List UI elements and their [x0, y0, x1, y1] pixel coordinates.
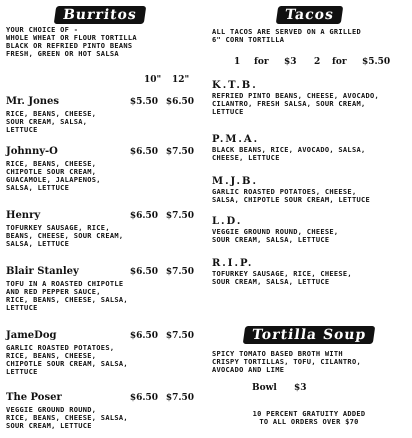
- desc-line: AND RED PEPPER SAUCE,: [6, 288, 101, 296]
- item-description: [6, 344, 156, 376]
- desc-line: RICE, BEANS, CHEESE, SALSA,: [6, 414, 128, 422]
- item-name: JameDog: [6, 330, 57, 341]
- tacos-intro-line: ALL TACOS ARE SERVED ON A GRILLED: [212, 28, 361, 36]
- bowl-label: Bowl: [252, 383, 277, 393]
- item-price-10: $6.50: [129, 393, 158, 403]
- taco-name: M.J.B.: [212, 176, 258, 187]
- desc-line: LETTUCE: [6, 304, 38, 312]
- tacos-title: Tacos: [275, 6, 342, 24]
- item-price-10: $6.50: [129, 211, 158, 221]
- desc-line: LETTUCE: [212, 108, 244, 116]
- taco-description: [212, 92, 404, 116]
- taco-item-mjb: [210, 176, 408, 208]
- desc-line: SALSA, LETTUCE: [6, 184, 70, 192]
- gratuity-line: 10 PERCENT GRATUITY ADDED: [252, 410, 366, 418]
- item-price-12: $6.50: [165, 97, 194, 107]
- desc-line: GARLIC ROASTED POTATOES,: [6, 344, 115, 352]
- taco-name: K.T.B.: [212, 80, 258, 91]
- desc-line: BEANS, CHEESE, SOUR CREAM,: [6, 232, 124, 240]
- item-name: The Poser: [6, 392, 62, 403]
- desc-line: SOUR CREAM, LETTUCE: [6, 422, 92, 430]
- desc-line: TOFURKEY SAUSAGE, RICE, CHEESE,: [212, 270, 352, 278]
- item-price-10: $6.50: [129, 267, 158, 277]
- soup-description: [212, 350, 410, 374]
- item-description: [6, 280, 156, 312]
- desc-line: CHIPOTLE SOUR CREAM, SALSA,: [6, 360, 128, 368]
- desc-line: SOUR CREAM, SALSA, LETTUCE: [212, 236, 330, 244]
- soup-title: Tortilla Soup: [243, 326, 376, 344]
- desc-line: RICE, BEANS, CHEESE,: [6, 160, 97, 168]
- item-price-12: $7.50: [165, 267, 194, 277]
- desc-line: TOFURKEY SAUSAGE, RICE,: [6, 224, 110, 232]
- desc-line: CILANTRO, FRESH SALSA, SOUR CREAM,: [212, 100, 366, 108]
- menu-item-johnny-o: [4, 146, 196, 200]
- size-header-10: 10": [144, 75, 162, 85]
- item-name: Blair Stanley: [6, 266, 79, 277]
- item-description: [6, 224, 156, 248]
- desc-line: REFRIED PINTO BEANS, CHEESE, AVOCADO,: [212, 92, 380, 100]
- burritos-intro-line: BLACK OR REFRIED PINTO BEANS: [6, 42, 133, 50]
- taco-description: [212, 146, 404, 162]
- soup-desc-line: CRISPY TORTILLAS, TOFU, CILANTRO,: [212, 358, 361, 366]
- item-description: [6, 110, 156, 134]
- tacos-pricing: [210, 56, 408, 70]
- bowl-price: $3: [294, 383, 307, 393]
- burritos-title: Burritos: [54, 6, 146, 24]
- soup-desc-line: SPICY TOMATO BASED BROTH WITH: [212, 350, 343, 358]
- taco-item-ktb: [210, 80, 408, 120]
- tacos-intro-line: 6" CORN TORTILLA: [212, 36, 285, 44]
- tacos-intro: [212, 28, 410, 44]
- desc-line: GUACAMOLE, JALAPENOS,: [6, 176, 101, 184]
- item-description: [6, 406, 156, 430]
- taco-item-ld: [210, 216, 408, 248]
- burritos-intro-line: FRESH, GREEN OR HOT SALSA: [6, 50, 119, 58]
- menu-item-jamedog: [4, 330, 196, 384]
- menu-item-mr-jones: [4, 96, 196, 142]
- desc-line: VEGGIE GROUND ROUND,: [6, 406, 97, 414]
- burritos-intro-line: WHOLE WHEAT OR FLOUR TORTILLA: [6, 34, 137, 42]
- item-name: Mr. Jones: [6, 96, 60, 107]
- desc-line: RICE, BEANS, CHEESE, SALSA,: [6, 296, 128, 304]
- taco-name: P.M.A.: [212, 134, 260, 145]
- taco-description: [212, 270, 404, 286]
- item-name: Henry: [6, 210, 41, 221]
- desc-line: LETTUCE: [6, 368, 38, 376]
- desc-line: CHIPOTLE SOUR CREAM,: [6, 168, 97, 176]
- pricing-price-2: $5.50: [362, 57, 391, 67]
- desc-line: LETTUCE: [6, 126, 38, 134]
- item-price-12: $7.50: [165, 393, 194, 403]
- desc-line: SOUR CREAM, SALSA, LETTUCE: [212, 278, 330, 286]
- taco-description: [212, 228, 404, 244]
- taco-item-rip: [210, 258, 408, 290]
- pricing-for-1: for: [254, 57, 269, 67]
- item-name: Johnny-O: [6, 146, 58, 157]
- item-price-10: $6.50: [129, 147, 158, 157]
- burritos-intro-line: YOUR CHOICE OF -: [6, 26, 79, 34]
- desc-line: VEGGIE GROUND ROUND, CHEESE,: [212, 228, 339, 236]
- soup-bowl: [210, 382, 408, 396]
- menu-item-the-poser: [4, 392, 196, 436]
- desc-line: GARLIC ROASTED POTATOES, CHEESE,: [212, 188, 357, 196]
- desc-line: RICE, BEANS, CHEESE,: [6, 110, 97, 118]
- gratuity-notice: [210, 410, 408, 426]
- burritos-intro: [6, 26, 198, 58]
- taco-description: [212, 188, 404, 204]
- soup-desc-line: AVOCADO AND LIME: [212, 366, 285, 374]
- taco-name: L.D.: [212, 216, 243, 227]
- desc-line: TOFU IN A ROASTED CHIPOTLE: [6, 280, 124, 288]
- desc-line: RICE, BEANS, CHEESE,: [6, 352, 97, 360]
- desc-line: CHEESE, LETTUCE: [212, 154, 280, 162]
- size-header-12: 12": [172, 75, 190, 85]
- menu-item-henry: [4, 210, 196, 256]
- taco-item-pma: [210, 134, 408, 166]
- item-price-12: $7.50: [165, 331, 194, 341]
- pricing-price-1: $3: [284, 57, 297, 67]
- item-description: [6, 160, 156, 192]
- desc-line: SOUR CREAM, SALSA,: [6, 118, 88, 126]
- item-price-10: $6.50: [129, 331, 158, 341]
- pricing-for-2: for: [332, 57, 347, 67]
- pricing-qty-2: 2: [314, 57, 321, 67]
- menu-item-blair-stanley: [4, 266, 196, 320]
- item-price-12: $7.50: [165, 211, 194, 221]
- desc-line: SALSA, LETTUCE: [6, 240, 70, 248]
- desc-line: BLACK BEANS, RICE, AVOCADO, SALSA,: [212, 146, 366, 154]
- item-price-10: $5.50: [129, 97, 158, 107]
- gratuity-line: TO ALL ORDERS OVER $70: [259, 418, 359, 426]
- pricing-qty-1: 1: [234, 57, 241, 67]
- taco-name: R.I.P.: [212, 258, 254, 269]
- desc-line: SALSA, CHIPOTLE SOUR CREAM, LETTUCE: [212, 196, 371, 204]
- item-price-12: $7.50: [165, 147, 194, 157]
